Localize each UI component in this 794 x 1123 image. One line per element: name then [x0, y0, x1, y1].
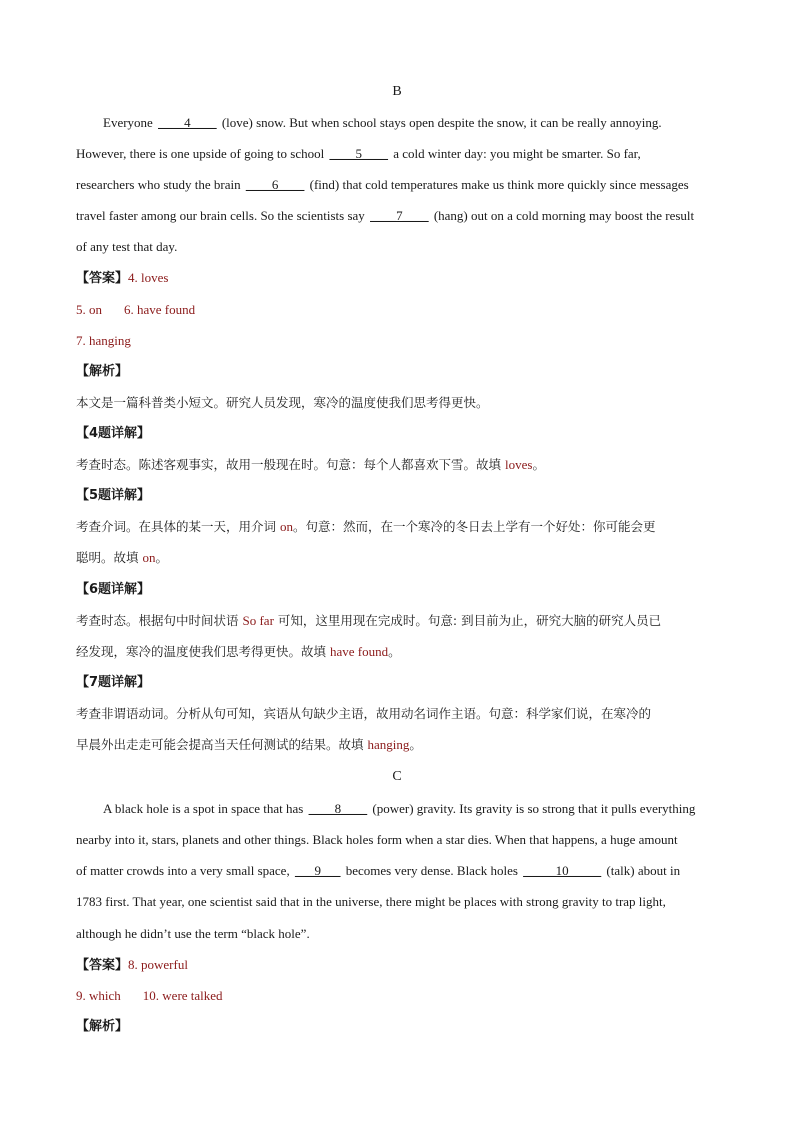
- passage-b-line-1: [103, 114, 662, 132]
- passage-c-line-1: [103, 800, 695, 818]
- blank-7[interactable]: ____7____: [370, 208, 429, 223]
- blank-10[interactable]: _____10_____: [523, 863, 602, 878]
- analysis-label-c: 【解析】: [76, 1019, 129, 1034]
- q6-explanation-line-1: [76, 612, 661, 630]
- blank-5[interactable]: ____5____: [329, 146, 388, 161]
- q6-label: 【6题详解】: [76, 582, 151, 597]
- answer-row-c-2: [76, 987, 223, 1005]
- blank-6[interactable]: ____6____: [245, 177, 305, 192]
- answer-8: 8. powerful: [128, 957, 188, 972]
- text: A black hole is a spot in space that has: [103, 801, 307, 816]
- answer-7: 7. hanging: [76, 333, 131, 348]
- section-heading-b: B: [392, 84, 402, 99]
- q7-explanation-line-2: [76, 736, 422, 754]
- passage-c-line-5: although he didn’t use the term “black hole”.: [76, 926, 310, 941]
- text: Everyone: [103, 115, 157, 130]
- passage-c-line-2: nearby into it, stars, planets and other things. Black holes form when a star dies. When that happens, a huge amount: [76, 832, 678, 847]
- q4-explanation: [76, 456, 545, 474]
- text: 。: [388, 644, 401, 659]
- section-heading-c: C: [392, 769, 402, 784]
- answer-6: 6. have found: [124, 302, 196, 317]
- answer-10: 10. were talked: [142, 988, 223, 1003]
- text: researchers who study the brain: [76, 177, 244, 192]
- answer-word: hanging: [367, 737, 410, 752]
- text: 考查时态。根据句中时间状语: [76, 613, 243, 628]
- text: of matter crowds into a very small space,: [76, 863, 293, 878]
- text: (love) snow. But when school stays open despite the snow, it can be really annoying.: [218, 115, 662, 130]
- answer-word: on: [142, 550, 156, 565]
- text: 早晨外出走走可能会提高当天任何测试的结果。故填: [76, 737, 368, 752]
- passage-b-line-5: of any test that day.: [76, 239, 178, 254]
- answer-word: on: [279, 519, 293, 534]
- q6-explanation-line-2: [76, 643, 401, 661]
- text: travel faster among our brain cells. So the scientists say: [76, 208, 369, 223]
- text: 。: [409, 737, 422, 752]
- answer-row-b: [76, 269, 168, 288]
- blank-4[interactable]: ____4____: [158, 115, 217, 130]
- q5-explanation-line-2: [76, 549, 168, 567]
- blank-8[interactable]: ____8____: [308, 801, 368, 816]
- q5-explanation-line-1: [76, 518, 656, 536]
- answer-row-c: [76, 956, 188, 975]
- text: a cold winter day: you might be smarter. So far,: [389, 146, 641, 161]
- answer-label: 【答案】: [76, 958, 129, 973]
- answer-4: 4. loves: [128, 270, 169, 285]
- text: 。: [532, 457, 545, 472]
- answer-row-b-2: [76, 301, 195, 319]
- text: (power) gravity. Its gravity is so strong that it pulls everything: [369, 801, 696, 816]
- text: 经发现，寒冷的温度使我们思考得更快。故填: [76, 644, 330, 659]
- text: (talk) about in: [603, 863, 681, 878]
- text: 。句意：然而，在一个寒冷的冬日去上学有一个好处：你可能会更: [292, 519, 656, 534]
- blank-9[interactable]: ___9___: [294, 863, 341, 878]
- answer-word: loves: [504, 457, 533, 472]
- answer-word: have found: [329, 644, 389, 659]
- text: 。: [155, 550, 168, 565]
- passage-b-line-3: [76, 176, 689, 194]
- text: However, there is one upside of going to school: [76, 146, 328, 161]
- text: becomes very dense. Black holes: [342, 863, 522, 878]
- text: (hang) out on a cold morning may boost the result: [430, 208, 695, 223]
- analysis-label-b: 【解析】: [76, 364, 129, 379]
- q4-label: 【4题详解】: [76, 426, 151, 441]
- text: 考查介词。在具体的某一天，用介词: [76, 519, 280, 534]
- text: 聪明。故填: [76, 550, 143, 565]
- answer-9: 9. which: [76, 988, 121, 1003]
- answer-label: 【答案】: [76, 271, 129, 286]
- q7-explanation-line-1: 考查非谓语动词。分析从句可知，宾语从句缺少主语，故用动名词作主语。句意：科学家们说，在寒冷的: [76, 706, 652, 721]
- text: (find) that cold temperatures make us think more quickly since messages: [306, 177, 689, 192]
- text: 可知，这里用现在完成时。句意: 到目前为止，研究大脑的研究人员已: [273, 613, 662, 628]
- passage-c-line-3: [76, 862, 680, 880]
- answer-word: So far: [242, 613, 274, 628]
- passage-b-line-4: [76, 207, 694, 225]
- answer-5: 5. on: [76, 302, 102, 317]
- analysis-text-b: 本文是一篇科普类小短文。研究人员发现，寒冷的温度使我们思考得更快。: [76, 395, 489, 410]
- passage-b-line-2: [76, 145, 641, 163]
- q7-label: 【7题详解】: [76, 675, 151, 690]
- passage-c-line-4: 1783 first. That year, one scientist said that in the universe, there might be places with strong gravity to trap light,: [76, 894, 666, 909]
- q5-label: 【5题详解】: [76, 488, 151, 503]
- text: 考查时态。陈述客观事实，故用一般现在时。句意：每个人都喜欢下雪。故填: [76, 457, 505, 472]
